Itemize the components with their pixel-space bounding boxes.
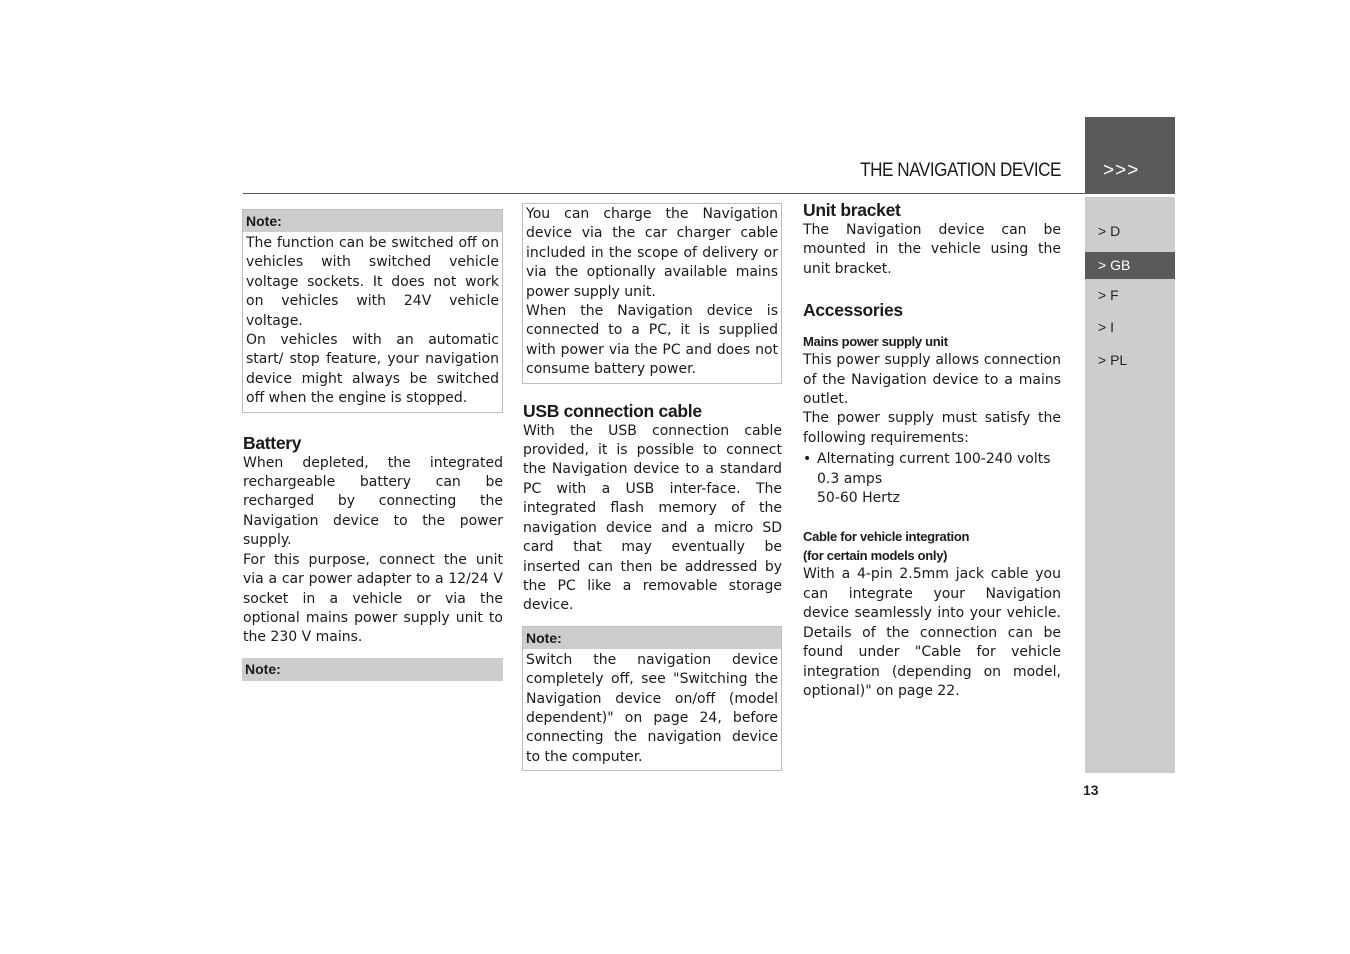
- usb-paragraph: With the USB connection cable provided, it is possible to connect the Navigation device to a standard PC with a USB inter-face. The integrated flash memory of the navigation device and a micro SD card that may eventually be inserted can then be addressed by the PC like a removable storage device.: [523, 422, 782, 614]
- charging-box: [522, 203, 782, 384]
- note-label: Note:: [243, 210, 502, 232]
- bullet-dot: •: [803, 451, 812, 468]
- heading-battery: Battery: [243, 432, 302, 453]
- requirement-line: Alternating current 100-240 volts: [817, 451, 1051, 468]
- requirements-lines: [817, 450, 1051, 508]
- battery-paragraph: When depleted, the integrated rechargeable battery can be recharged by connecting the Navigation device to the power supply.: [243, 454, 503, 549]
- note-body: [243, 232, 502, 412]
- continue-tab: [1085, 117, 1175, 194]
- note-box-function: [242, 209, 503, 413]
- heading-vehicle-cable-sub: (for certain models only): [803, 548, 948, 564]
- heading-accessories: Accessories: [803, 300, 903, 321]
- note-label: Note:: [523, 627, 781, 649]
- lang-tab-i[interactable]: > I: [1098, 319, 1114, 335]
- heading-mains-power-supply: Mains power supply unit: [803, 334, 948, 350]
- battery-paragraph: For this purpose, connect the unit via a car power adapter to a 12/24 V socket in a vehicle or via the optional mains power supply unit to the 230 V mains.: [243, 551, 503, 646]
- note-paragraph: Switch the navigation device completely off, see "Switching the Navigation device on/off (model dependent)" on page 24, before connecting the navigation device to the computer.: [526, 651, 778, 765]
- column-2: [522, 203, 782, 771]
- heading-vehicle-cable: Cable for vehicle integration: [803, 529, 970, 545]
- note-body: [523, 649, 781, 770]
- note-paragraph: On vehicles with an automatic start/ stop feature, your navigation device might always be switched off when the engine is stopped.: [246, 332, 499, 407]
- mains-paragraph: This power supply allows connection of the Navigation device to a mains outlet.: [803, 352, 1061, 408]
- lang-tab-pl[interactable]: > PL: [1098, 352, 1128, 368]
- bracket-paragraph: The Navigation device can be mounted in the vehicle using the unit bracket.: [803, 222, 1061, 277]
- lang-tab-d[interactable]: > D: [1098, 223, 1121, 239]
- lang-tab-f[interactable]: > F: [1098, 287, 1119, 303]
- requirement-line: 50-60 Hertz: [817, 490, 900, 507]
- note-box-battery: [242, 658, 503, 681]
- mains-paragraph: The power supply must satisfy the following requirements:: [803, 410, 1061, 446]
- requirement-line: 0.3 amps: [817, 470, 883, 487]
- column-3: [803, 199, 1061, 701]
- lang-tab-gb[interactable]: > GB: [1085, 252, 1175, 279]
- section-title: THE NAVIGATION DEVICE: [860, 160, 1061, 181]
- charging-paragraph: When the Navigation device is connected to a PC, it is supplied with power via the PC and does not consume battery power.: [526, 303, 778, 378]
- note-label: Note:: [242, 658, 503, 681]
- cable-paragraph: With a 4-pin 2.5mm jack cable you can integrate your Navigation device seamlessly into your vehicle. Details of the connection can be found under "Cable for vehicle integration (depending on model, optional)" on page 22.: [803, 566, 1061, 699]
- heading-unit-bracket: Unit bracket: [803, 200, 901, 220]
- requirements-list-item: [803, 450, 1061, 508]
- page-number: 13: [1083, 782, 1099, 798]
- header-divider: [243, 193, 1085, 194]
- charging-paragraph: You can charge the Navigation device via the car charger cable included in the scope of delivery or via the optionally available mains power supply unit.: [526, 206, 778, 300]
- note-paragraph: The function can be switched off on vehicles with switched vehicle voltage sockets. It does not work on vehicles with 24V vehicle voltage.: [246, 235, 499, 329]
- heading-usb-cable: USB connection cable: [523, 400, 702, 421]
- continue-arrows: >>>: [1103, 160, 1140, 181]
- note-box-usb: [522, 626, 782, 771]
- column-1: [242, 209, 503, 681]
